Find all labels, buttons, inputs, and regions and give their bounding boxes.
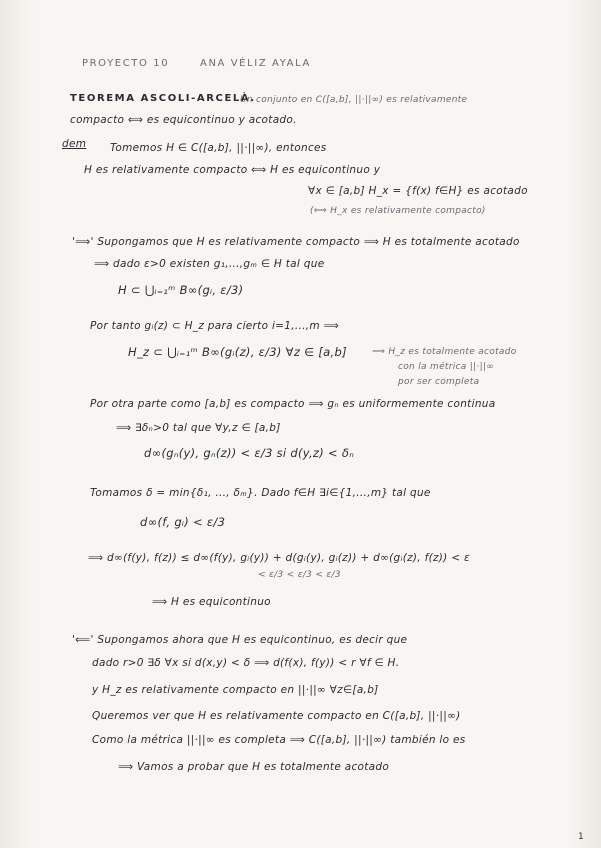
forward-note2: con la métrica ||·||∞ [398, 362, 495, 372]
forward-line5: H_z ⊂ ⋃ᵢ₌₁ᵐ B∞(gᵢ(z), ε/3) ∀z ∈ [a,b] [128, 345, 347, 359]
forward-line11-bounds: < ε/3 < ε/3 < ε/3 [258, 570, 341, 580]
proof-line1: Tomemos H ∈ C([a,b], ||·||∞), entonces [110, 142, 327, 154]
proof-line3: ∀x ∈ [a,b] H_x = {f(x) f∈H} es acotado [308, 185, 528, 197]
project-header: PROYECTO 10 [82, 58, 170, 69]
backward-line4: Queremos ver que H es relativamente compacto en C([a,b], ||·||∞) [92, 710, 461, 722]
theorem-line1: Un conjunto en C([a,b], ||·||∞) es relativamente [240, 95, 468, 105]
backward-line2: dado r>0 ∃δ ∀x si d(x,y) < δ ⟹ d(f(x), f(y)) < r ∀f ∈ H. [92, 657, 400, 669]
forward-line1: '⟹' Supongamos que H es relativamente compacto ⟹ H es totalmente acotado [72, 236, 520, 248]
backward-line6: ⟹ Vamos a probar que H es totalmente acotado [118, 761, 390, 773]
forward-line11: ⟹ d∞(f(y), f(z)) ≤ d∞(f(y), gᵢ(y)) + d(gᵢ(y), gᵢ(z)) + d∞(gᵢ(z), f(z)) < ε [88, 552, 470, 564]
backward-line3: y H_z es relativamente compacto en ||·||∞ ∀z∈[a,b] [92, 684, 379, 696]
proof-label: dem [62, 138, 87, 150]
page-number: 1 [578, 832, 585, 842]
backward-line1: '⟸' Supongamos ahora que H es equicontinuo, es decir que [72, 634, 408, 646]
proof-line2: H es relativamente compacto ⟺ H es equicontinuo y [84, 164, 381, 176]
forward-line3: H ⊂ ⋃ᵢ₌₁ᵐ B∞(gᵢ, ε/3) [118, 283, 244, 297]
theorem-line2: compacto ⟺ es equicontinuo y acotado. [70, 114, 297, 126]
forward-line12: ⟹ H es equicontinuo [152, 596, 271, 608]
forward-note3: por ser completa [398, 377, 480, 387]
forward-line6: Por otra parte como [a,b] es compacto ⟹ gₙ es uniformemente continua [90, 398, 496, 410]
forward-note1: ⟹ H_z es totalmente acotado [372, 347, 517, 357]
backward-line5: Como la métrica ||·||∞ es completa ⟹ C([a,b], ||·||∞) también lo es [92, 734, 466, 746]
forward-line2: ⟹ dado ε>0 existen g₁,...,gₘ ∈ H tal que [94, 258, 325, 270]
forward-line7: ⟹ ∃δₙ>0 tal que ∀y,z ∈ [a,b] [116, 422, 281, 434]
forward-line10: d∞(f, gᵢ) < ε/3 [140, 515, 226, 529]
forward-line4: Por tanto gᵢ(z) ⊂ H_z para cierto i=1,...,m ⟹ [90, 320, 339, 332]
theorem-title: TEOREMA ASCOLI-ARCELÀ. [70, 93, 256, 104]
proof-line4: (⟺ H_x es relativamente compacto) [310, 206, 486, 216]
author-name: ANA VÉLIZ AYALA [200, 58, 311, 69]
forward-line9: Tomamos δ = min{δ₁, ..., δₘ}. Dado f∈H ∃i∈{1,...,m} tal que [90, 487, 431, 499]
forward-line8: d∞(gₙ(y), gₙ(z)) < ε/3 si d(y,z) < δₙ [144, 446, 355, 460]
